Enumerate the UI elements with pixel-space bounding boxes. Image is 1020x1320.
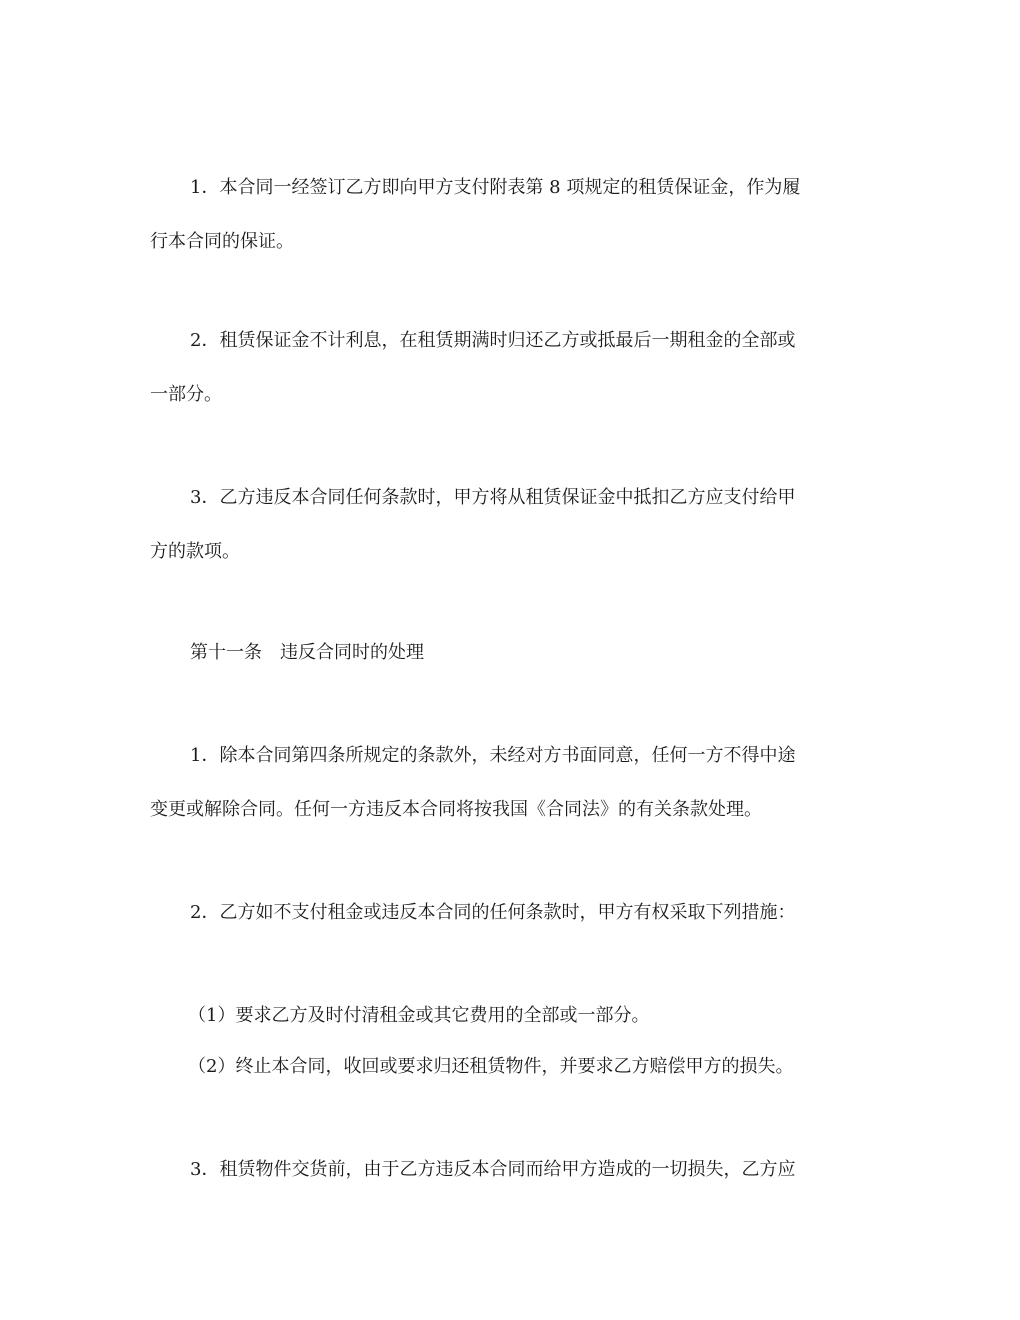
article-paragraph-1-line-1: 1．除本合同第四条所规定的条款外，未经对方书面同意，任何一方不得中途 (190, 745, 796, 766)
paragraph-3-line-1: 3．乙方违反本合同任何条款时，甲方将从租赁保证金中抵扣乙方应支付给甲 (190, 487, 796, 508)
paragraph-2-line-1: 2．租赁保证金不计利息，在租赁期满时归还乙方或抵最后一期租金的全部或 (190, 330, 796, 351)
article-paragraph-2-line-1: 2．乙方如不支付租金或违反本合同的任何条款时，甲方有权采取下列措施： (190, 902, 796, 923)
paragraph-1-line-1: 1．本合同一经签订乙方即向甲方支付附表第 8 项规定的租赁保证金，作为履 (190, 177, 801, 198)
article-paragraph-3-line-1: 3．租赁物件交货前，由于乙方违反本合同而给甲方造成的一切损失，乙方应 (190, 1159, 796, 1180)
article-heading: 第十一条 违反合同时的处理 (190, 642, 424, 663)
sub-item-2: （2）终止本合同，收回或要求归还租赁物件，并要求乙方赔偿甲方的损失。 (188, 1056, 794, 1077)
article-paragraph-1-line-2: 变更或解除合同。任何一方违反本合同将按我国《合同法》的有关条款处理。 (150, 799, 762, 820)
sub-item-1: （1）要求乙方及时付清租金或其它费用的全部或一部分。 (188, 1005, 650, 1026)
paragraph-2-line-2: 一部分。 (150, 384, 222, 405)
paragraph-3-line-2: 方的款项。 (150, 541, 240, 562)
paragraph-1-line-2: 行本合同的保证。 (150, 231, 294, 252)
